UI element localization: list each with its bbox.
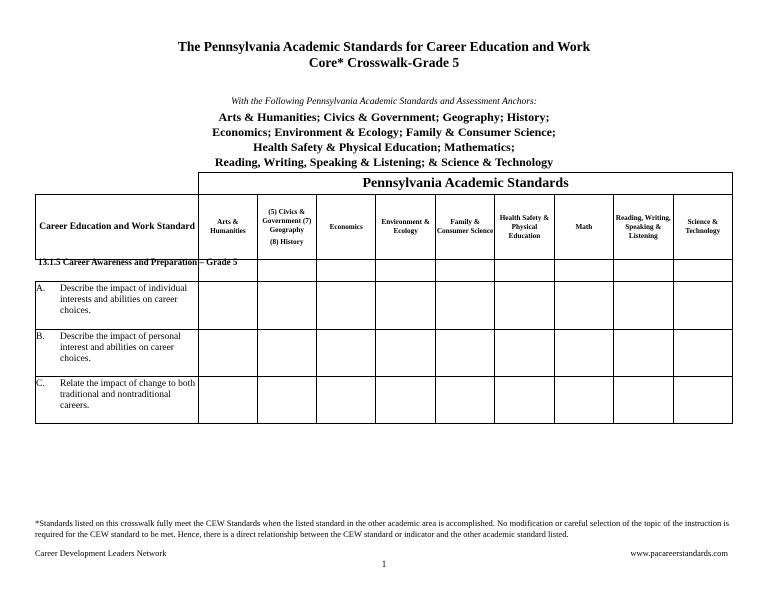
footer-website: www.pacareerstandards.com [630, 548, 728, 558]
header-cew-standard: Career Education and Work Standard [36, 195, 199, 260]
standard-cell [36, 377, 199, 424]
section-heading: 13.1.5 Career Awareness and Preparation – Grade 5 [38, 257, 238, 267]
standard-text: Relate the impact of change to both traditional and nontraditional careers. [60, 379, 196, 411]
table-row [36, 377, 733, 424]
header-economics: Economics [316, 195, 375, 260]
standard-cell [36, 330, 199, 377]
crosswalk-table [35, 172, 733, 424]
standard-letter: C. [36, 379, 45, 389]
document-title [0, 39, 768, 71]
header-reading: Reading, Writing, Speaking & Listening [614, 195, 673, 260]
header-civics-label: (5) Civics & Government (7) Geography [262, 207, 312, 234]
footer-organization: Career Development Leaders Network [35, 548, 167, 558]
areas-line: Arts & Humanities; Civics & Government; Geography; History; [218, 110, 550, 124]
table-row [36, 282, 733, 330]
areas-line: Reading, Writing, Speaking & Listening; & Science & Technology [214, 155, 554, 169]
header-family: Family & Consumer Science [435, 195, 494, 260]
title-line-2: Core* Crosswalk-Grade 5 [308, 55, 460, 70]
header-health: Health Safety & Physical Education [495, 195, 554, 260]
standard-letter: B. [36, 332, 45, 342]
header-math: Math [554, 195, 613, 260]
areas-line: Economics; Environment & Ecology; Family & Consumer Science; [212, 125, 556, 139]
areas-line: Health Safety & Physical Education; Mathematics; [253, 140, 515, 154]
table-caption: Pennsylvania Academic Standards [199, 173, 733, 195]
header-row [36, 195, 733, 260]
standard-letter: A. [36, 284, 46, 294]
table-row [36, 330, 733, 377]
intro-text: With the Following Pennsylvania Academic Standards and Assessment Anchors: [231, 97, 537, 107]
page-number: 1 [381, 559, 387, 569]
standard-cell [36, 282, 199, 330]
title-line-1: The Pennsylvania Academic Standards for Career Education and Work [177, 39, 591, 54]
footnote: *Standards listed on this crosswalk fully meet the CEW Standards when the listed standard in the other academic area is accomplished. No modification or careful selection of the topic of the instruction is required for the CEW standard to be met. Hence, there is a direct relationship between the CEW standard or indicator and the other academic standard listed. [35, 518, 730, 539]
standard-text: Describe the impact of personal interest and abilities on career choices. [60, 332, 181, 364]
header-science: Science & Technology [673, 195, 732, 260]
header-history-label: (8) History [270, 237, 304, 246]
header-civics [257, 195, 316, 260]
header-environment: Environment & Ecology [376, 195, 435, 260]
standard-text: Describe the impact of individual interests and abilities on career choices. [60, 284, 188, 316]
header-arts: Arts & Humanities [199, 195, 257, 260]
standards-areas [0, 110, 768, 170]
